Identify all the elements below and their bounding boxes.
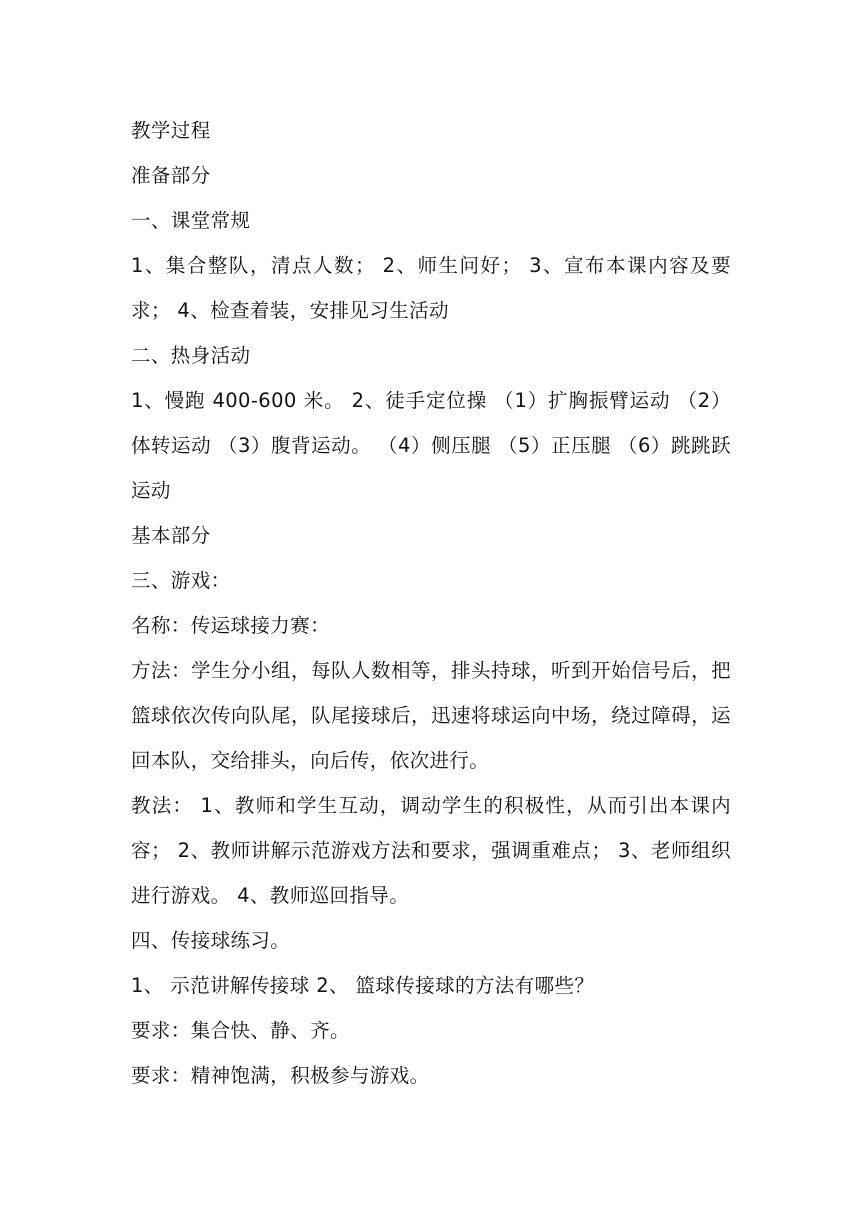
paragraph-warm-up-steps: 1、慢跑 400-600 米。 2、徒手定位操 （1）扩胸振臂运动 （2）体转运动 （3）腹背运动。 （4）侧压腿 （5）正压腿 （6）跳跳跃运动 — [131, 389, 731, 502]
paragraph-requirement-assembly: 要求：集合快、静、齐。 — [131, 1019, 350, 1042]
paragraph-passing-steps: 1、 示范讲解传接球 2、 篮球传接球的方法有哪些？ — [131, 974, 595, 997]
section-classroom-routine: 一、课堂常规 — [131, 209, 251, 232]
heading-basic-part: 基本部分 — [131, 524, 211, 547]
paragraph-teaching-method: 教法： 1、教师和学生互动，调动学生的积极性，从而引出本课内容； 2、教师讲解示范游戏方法和要求，强调重难点； 3、老师组织进行游戏。 4、教师巡回指导。 — [131, 794, 731, 907]
heading-preparation-part: 准备部分 — [131, 164, 211, 187]
document-body — [131, 108, 731, 1098]
paragraph-game-name: 名称：传运球接力赛： — [131, 614, 331, 637]
section-passing-practice: 四、传接球练习。 — [131, 929, 291, 952]
paragraph-game-method: 方法：学生分小组，每队人数相等，排头持球，听到开始信号后，把篮球依次传向队尾，队尾接球后，迅速将球运向中场，绕过障碍，运回本队，交给排头，向后传，依次进行。 — [131, 659, 731, 772]
paragraph-routine-steps: 1、集合整队，清点人数； 2、师生问好； 3、宣布本课内容及要求； 4、检查着装，安排见习生活动 — [131, 254, 731, 322]
section-warm-up: 二、热身活动 — [131, 344, 251, 367]
paragraph-requirement-spirit: 要求：精神饱满，积极参与游戏。 — [131, 1064, 430, 1087]
section-game: 三、游戏： — [131, 569, 231, 592]
heading-teaching-process: 教学过程 — [131, 119, 211, 142]
